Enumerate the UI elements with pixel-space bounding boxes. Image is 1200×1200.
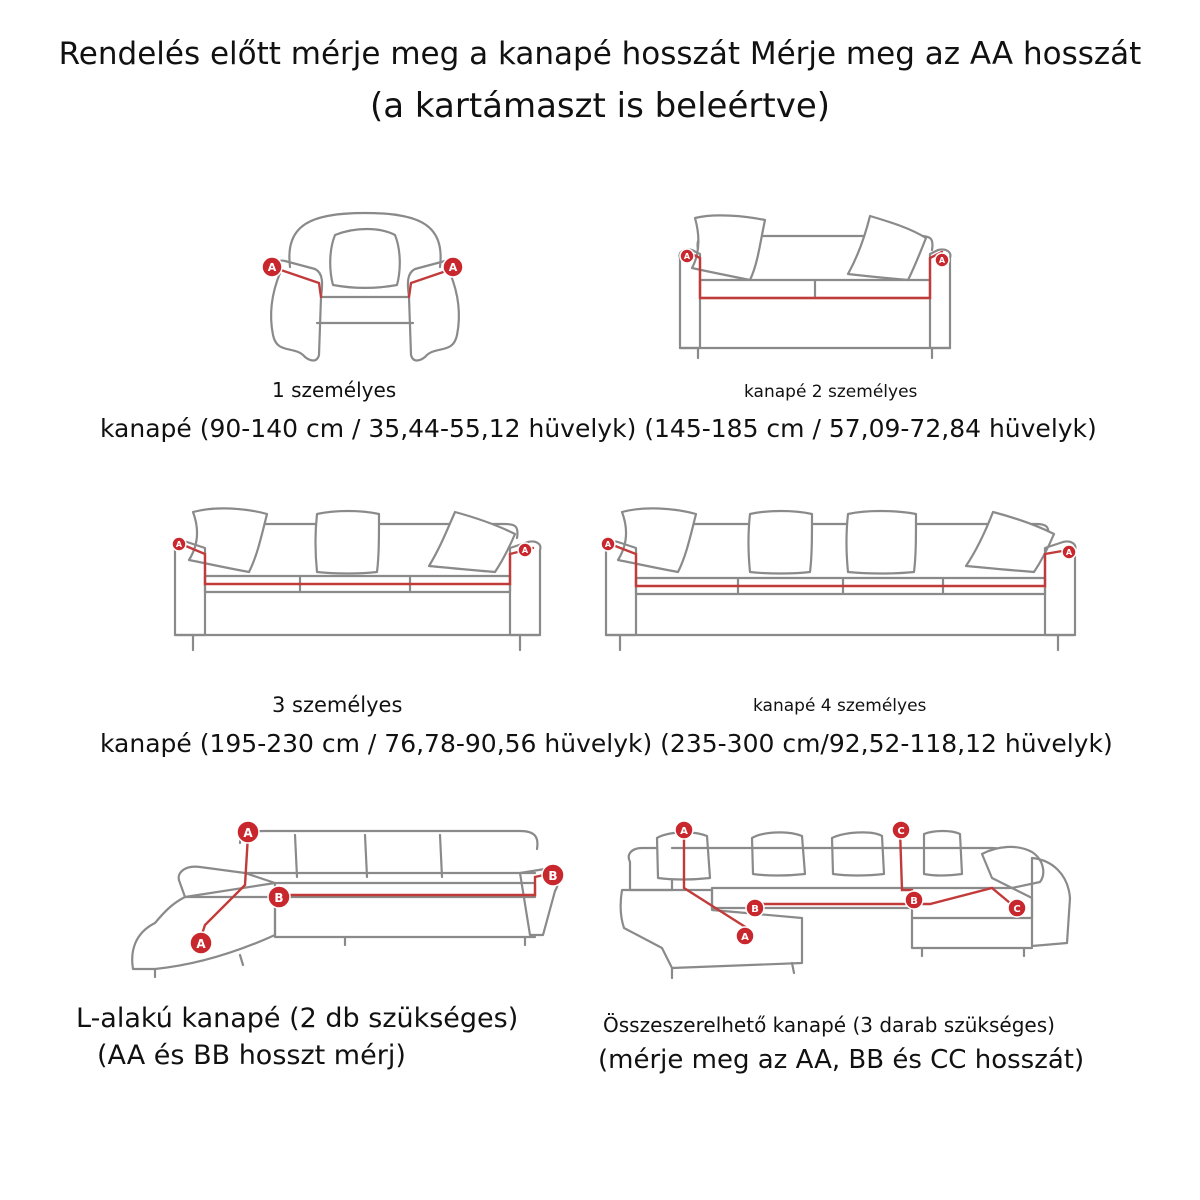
two-seat-sofa-illustration — [670, 208, 960, 368]
svg-text:A: A — [680, 826, 688, 837]
svg-text:A: A — [448, 261, 458, 274]
size-row-2: kanapé (195-230 cm / 76,78-90,56 hüvelyk) (235-300 cm/92,52-118,12 hüvelyk) — [100, 729, 1113, 758]
marker-a-top — [237, 821, 259, 843]
svg-text:A: A — [521, 546, 529, 555]
marker-a-left — [172, 537, 186, 551]
marker-a-left — [680, 249, 694, 263]
marker-a-bottom — [736, 927, 754, 945]
svg-text:A: A — [683, 252, 691, 261]
svg-text:A: A — [1065, 548, 1073, 557]
four-seat-label: kanapé 4 személyes — [753, 696, 927, 716]
svg-text:C: C — [1013, 904, 1021, 915]
svg-text:B: B — [548, 869, 558, 883]
sectional-sofa-illustration — [612, 818, 1082, 988]
sectional-note: (mérje meg az AA, BB és CC hosszát) — [598, 1045, 1085, 1075]
svg-text:A: A — [741, 932, 749, 943]
marker-c-right — [1008, 899, 1026, 917]
instruction-subtitle: (a kartámaszt is beleértve) — [370, 86, 830, 126]
armchair-illustration — [255, 205, 475, 375]
svg-text:A: A — [267, 261, 277, 274]
marker-a-right — [518, 543, 532, 557]
marker-a-top — [675, 821, 693, 839]
size-row-1: kanapé (90-140 cm / 35,44-55,12 hüvelyk) (145-185 cm / 57,09-72,84 hüvelyk) — [100, 414, 1097, 443]
svg-text:A: A — [175, 540, 183, 549]
svg-text:A: A — [938, 256, 946, 265]
l-shape-note: (AA és BB hosszt mérj) — [97, 1040, 406, 1071]
four-seat-sofa-illustration — [598, 500, 1083, 660]
l-shaped-sofa-illustration — [125, 815, 575, 985]
marker-b-right — [542, 864, 564, 886]
three-seat-sofa-illustration — [165, 500, 550, 660]
two-seat-label: kanapé 2 személyes — [744, 382, 918, 402]
instruction-title: Rendelés előtt mérje meg a kanapé hosszát Mérje meg az AA hosszát — [58, 36, 1142, 72]
marker-a-right — [443, 257, 463, 277]
svg-text:B: B — [751, 904, 759, 915]
marker-a-left — [262, 257, 282, 277]
marker-b-left — [268, 886, 290, 908]
svg-text:B: B — [274, 891, 284, 905]
svg-text:B: B — [910, 896, 918, 907]
marker-c-top — [892, 821, 910, 839]
one-seat-label: 1 személyes — [272, 378, 397, 402]
sectional-label: Összeszerelhető kanapé (3 darab szükséges) — [603, 1013, 1055, 1037]
svg-text:A: A — [604, 540, 612, 549]
marker-a-right — [935, 253, 949, 267]
marker-b-right — [905, 891, 923, 909]
svg-text:A: A — [196, 937, 206, 951]
marker-a-left — [601, 537, 615, 551]
marker-a-bottom — [190, 932, 212, 954]
svg-text:A: A — [243, 826, 253, 840]
l-shape-label: L-alakú kanapé (2 db szükséges) — [76, 1003, 519, 1034]
svg-text:C: C — [897, 826, 905, 837]
three-seat-label: 3 személyes — [272, 693, 403, 717]
marker-b-left — [746, 899, 764, 917]
marker-a-right — [1062, 545, 1076, 559]
